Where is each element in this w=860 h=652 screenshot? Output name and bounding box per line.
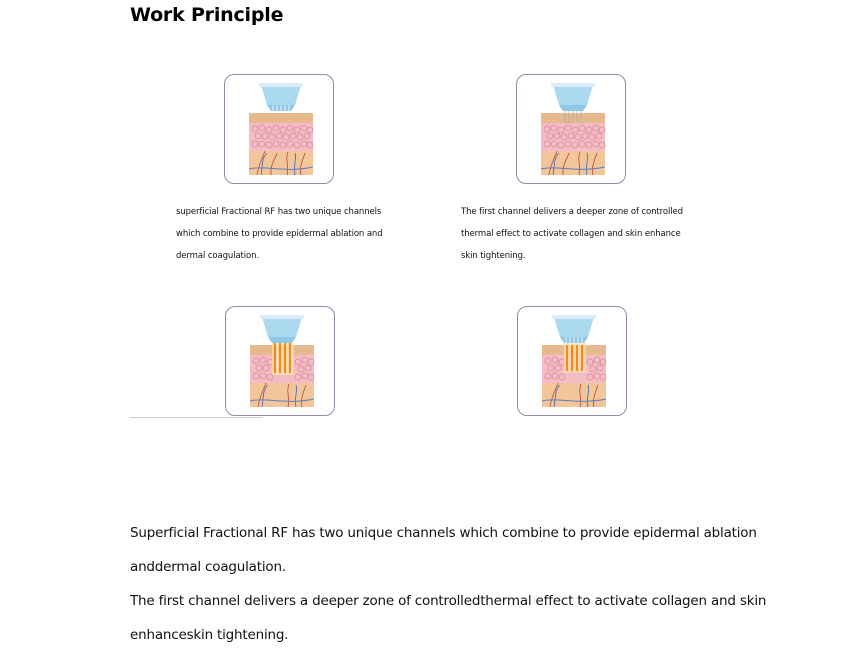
body-line: enhanceskin tightening. xyxy=(130,627,289,643)
caption-right-line: skin tightening. xyxy=(461,251,526,261)
body-line: The first channel delivers a deeper zone of controlledthermal effect to activate collagen and skin xyxy=(130,593,767,609)
caption-left-line: which combine to provide epidermal ablation and xyxy=(176,229,383,239)
caption-left xyxy=(176,201,383,267)
caption-right-line: The first channel delivers a deeper zone of controlled xyxy=(461,207,683,217)
caption-right-line: thermal effect to activate collagen and skin enhance xyxy=(461,229,681,239)
caption-left-line: dermal coagulation. xyxy=(176,251,260,261)
skin-diagram-deeper xyxy=(517,75,627,185)
page-title: Work Principle xyxy=(130,4,284,26)
body-line: Superficial Fractional RF has two unique channels which combine to provide epidermal ablation xyxy=(130,525,757,541)
body-line: anddermal coagulation. xyxy=(130,559,286,575)
skin-diagram-superficial xyxy=(225,75,335,185)
skin-diagram-heat-right xyxy=(518,307,628,417)
illustration-card-deeper xyxy=(516,74,626,184)
body-paragraph xyxy=(130,516,830,652)
skin-diagram-heat-left xyxy=(226,307,336,417)
caption-right xyxy=(461,201,683,267)
caption-left-line: superficial Fractional RF has two unique channels xyxy=(176,207,382,217)
illustration-card-heat-right xyxy=(517,306,627,416)
illustration-card-superficial xyxy=(224,74,334,184)
divider xyxy=(130,417,263,418)
illustration-card-heat-left xyxy=(225,306,335,416)
